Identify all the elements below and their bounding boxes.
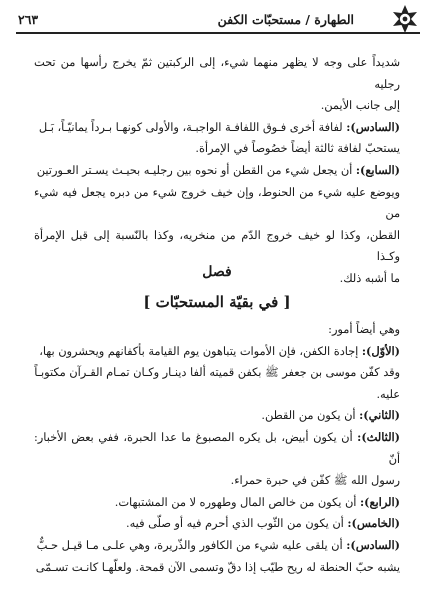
page-number: ٢٦٣ — [18, 12, 39, 27]
upper-text-block — [34, 52, 400, 290]
text-line: عليه. — [376, 387, 400, 401]
text-line: يستحبّ لفافة ثالثة أيضاً خصُوصاً في الإمرأة. — [195, 142, 400, 156]
item-label: (الرابع): — [360, 494, 400, 509]
page-header — [16, 8, 420, 34]
paragraph — [34, 513, 400, 535]
item-label: (السابع): — [355, 162, 400, 177]
text-line: لفافة أخرى فـوق اللفافـة الواجبـة، والأولى كونهـا بـرداً يمانيّـاً، بَـل — [38, 120, 347, 134]
paragraph — [34, 117, 400, 160]
item-label: (الخامس): — [347, 516, 400, 531]
text-line: أن يلقى عليه شيء من الكافور والذّريرة، وهي علـى مـا قيـل حـبٌّ — [36, 538, 347, 552]
item-label: (الأوّل): — [361, 343, 400, 358]
intro-line: وهي أيضاً أمور: — [328, 323, 400, 336]
item-label: (السادس): — [346, 537, 400, 552]
paragraph — [34, 52, 400, 117]
text-line: وقد كفّن موسى بن جعفر ﷺ بكفن قميته ألفا دينـار وكـان تمـام القـرآن مكتوبـاً — [34, 366, 400, 380]
header-divider — [16, 32, 420, 34]
lower-text-block — [34, 319, 400, 578]
item-label: (الثالث): — [357, 429, 400, 444]
item-label: (السادس): — [346, 119, 400, 134]
item-label: (الثاني): — [359, 408, 400, 423]
text-line: شديداً على وجه لا يظهر منهما شيء، إلى الركبتين ثمّ يخرج رأسها من تحت رجليه — [34, 56, 400, 91]
text-line: أن يكون من القطن. — [261, 409, 360, 423]
text-line: أن يجعل شيء من القطن أو نحوه بين رجليـه بحيـث يسـتر العـورتين — [36, 163, 356, 177]
paragraph — [34, 341, 400, 406]
paragraph — [34, 535, 400, 578]
text-line: يشبه حبّ الحنطة له ريح طيّب إذا دقّ وتسمى الآن قمحة. ولعلّهـا كانـت تسـمّى — [35, 560, 400, 574]
text-line: إجادة الكفن، فإن الأموات يتباهون يوم القيامة بأكفانهم ويحشرون بها، — [39, 344, 362, 358]
text-line: أن يكون من الثّوب الذي أحرم فيه أو صلّى فيه. — [126, 517, 348, 531]
text-line: أن يكون من خالص المال وطهوره لا من المشتبهات. — [114, 495, 361, 509]
text-line: رسول الله ﷺ كفّن في حبرة حمراء. — [230, 474, 400, 488]
text-line: أن يكون أبيض، بل يكره المصبوغ ما عدا الحبرة، ففي بعض الأخبار: أنّ — [34, 430, 400, 466]
section-heading: فصل — [202, 264, 232, 280]
section-heading-block — [34, 260, 400, 316]
text-line: إلى جانب الأيمن. — [320, 99, 400, 113]
text-line: القطن، وكذا لو خيف خروج الدّم من منخريه، وكذا بالنّسبة إلى قبل الإمرأة وكـذا — [34, 228, 400, 264]
paragraph — [34, 492, 400, 514]
text-line: ويوضع عليه شيء من الحنوط، وإن خيف خروج شيء من دبره يجعل فيه شيء من — [34, 185, 400, 221]
paragraph — [34, 427, 400, 492]
paragraph — [34, 405, 400, 427]
text-line: ما أشبه ذلك. — [339, 271, 400, 285]
section-subheading: [ في بقيّة المستحبّات ] — [143, 293, 291, 311]
running-title: الطهارة / مستحبّات الكفن — [217, 12, 354, 27]
star-ornament-icon — [390, 4, 420, 34]
